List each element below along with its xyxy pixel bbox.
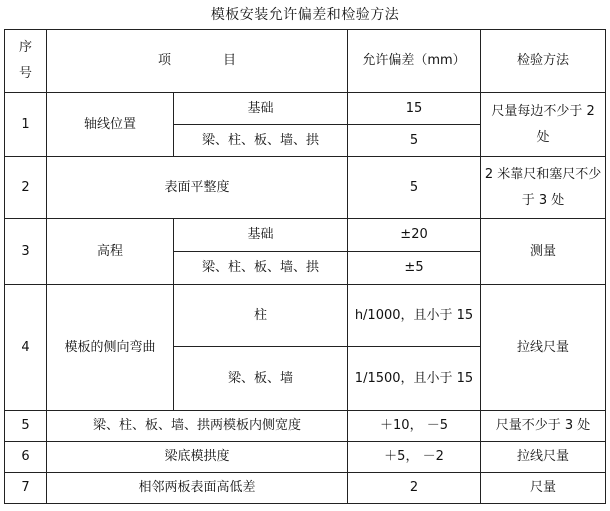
header-no-line2: 号 (18, 66, 32, 81)
row-sub-item: 梁、柱、板、墙、拱 (174, 125, 348, 157)
table-header-row (5, 30, 606, 93)
row-no: 1 (5, 93, 47, 157)
row-no: 4 (5, 285, 47, 411)
row-method: 尺量不少于 3 处 (481, 411, 606, 442)
tolerance-table (4, 29, 606, 504)
header-item: 项 目 (47, 30, 348, 93)
row-no: 2 (5, 157, 47, 219)
row-tolerance: 5 (348, 157, 481, 219)
row-item: 模板的侧向弯曲 (47, 285, 174, 411)
row-tolerance: 15 (348, 93, 481, 125)
row-tolerance: ＋10， －5 (348, 411, 481, 442)
table-row (5, 411, 606, 442)
row-item: 梁、柱、板、墙、拱两模板内侧宽度 (47, 411, 348, 442)
row-method: 拉线尺量 (481, 442, 606, 473)
row-item: 轴线位置 (47, 93, 174, 157)
row-no: 6 (5, 442, 47, 473)
row-method: 2 米靠尺和塞尺不少于 3 处 (481, 157, 606, 219)
table-row (5, 442, 606, 473)
header-tolerance: 允许偏差（mm） (348, 30, 481, 93)
row-method: 尺量 (481, 473, 606, 504)
row-sub-item: 基础 (174, 93, 348, 125)
row-sub-item: 基础 (174, 219, 348, 252)
row-method: 测量 (481, 219, 606, 285)
header-no (5, 30, 47, 93)
row-tolerance: ±5 (348, 252, 481, 285)
row-no: 5 (5, 411, 47, 442)
table-row (5, 157, 606, 219)
row-method: 尺量每边不少于 2 处 (481, 93, 606, 157)
row-item: 梁底模拱度 (47, 442, 348, 473)
row-no: 3 (5, 219, 47, 285)
row-tolerance: 1/1500，且小于 15 (348, 347, 481, 411)
table-row (5, 473, 606, 504)
row-method: 拉线尺量 (481, 285, 606, 411)
row-tolerance: ±20 (348, 219, 481, 252)
row-sub-item: 梁、柱、板、墙、拱 (174, 252, 348, 285)
table-title: 模板安装允许偏差和检验方法 (210, 7, 400, 23)
row-sub-item: 柱 (174, 285, 348, 347)
row-tolerance: 2 (348, 473, 481, 504)
header-no-line1: 序 (18, 40, 32, 55)
row-no: 7 (5, 473, 47, 504)
row-item: 相邻两板表面高低差 (47, 473, 348, 504)
table-row (5, 219, 606, 252)
header-method: 检验方法 (481, 30, 606, 93)
row-tolerance: ＋5， －2 (348, 442, 481, 473)
table-row (5, 93, 606, 125)
row-item: 表面平整度 (47, 157, 348, 219)
row-tolerance: h/1000，且小于 15 (348, 285, 481, 347)
row-item: 高程 (47, 219, 174, 285)
row-tolerance: 5 (348, 125, 481, 157)
table-row (5, 285, 606, 347)
row-sub-item: 梁、板、墙 (174, 347, 348, 411)
